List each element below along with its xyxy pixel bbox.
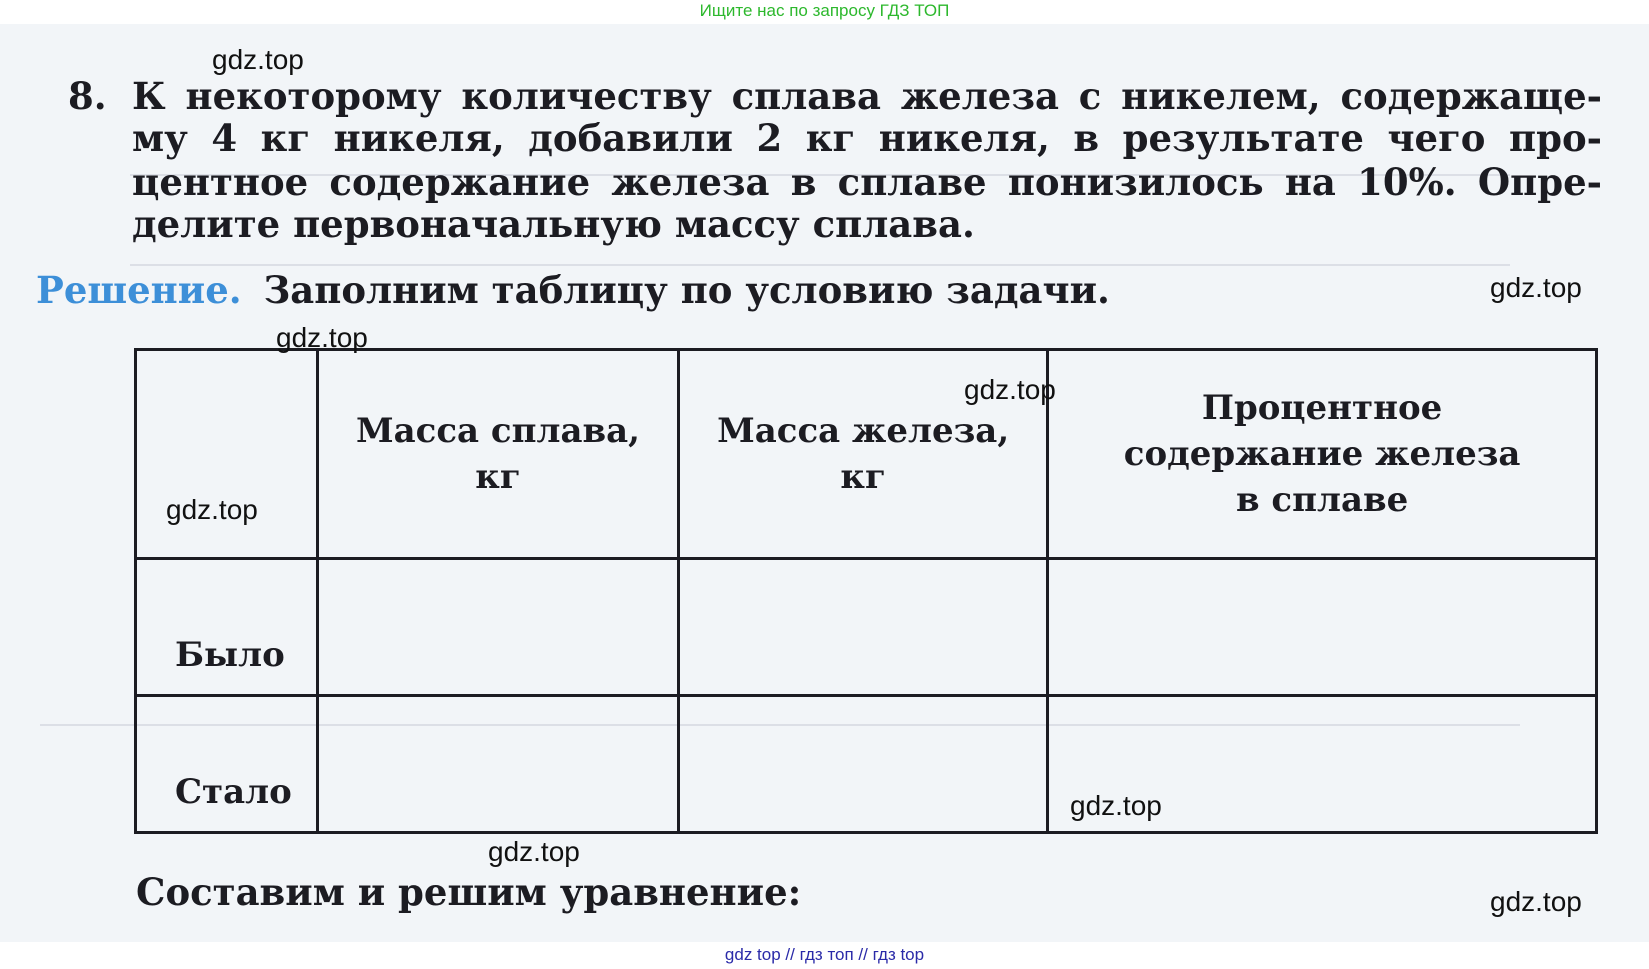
row-label-before: Было bbox=[136, 559, 318, 696]
watermark: gdz.top bbox=[1490, 272, 1582, 303]
watermark: gdz.top bbox=[212, 44, 304, 75]
problem-line: центное содержание железа в сплаве понизилось на 10%. Опре- bbox=[132, 160, 1602, 204]
solution-intro bbox=[36, 268, 1110, 312]
row-label-after: Стало bbox=[136, 696, 318, 833]
header-line: содержание железа bbox=[1123, 434, 1521, 474]
problem-line: му 4 кг никеля, добавили 2 кг никеля, в результате чего про- bbox=[132, 116, 1602, 160]
problem-line: К некоторому количеству сплава железа с никелем, содержаще- bbox=[132, 74, 1602, 118]
watermark: gdz.top bbox=[488, 836, 580, 867]
watermark: gdz.top bbox=[1070, 790, 1162, 821]
header-cell-empty bbox=[136, 350, 318, 559]
table-header-row bbox=[136, 350, 1597, 559]
table-cell bbox=[1048, 559, 1597, 696]
bleed-through-line bbox=[130, 264, 1510, 266]
watermark: gdz.top bbox=[1490, 886, 1582, 917]
table-cell bbox=[317, 559, 678, 696]
problem-line: делите первоначальную массу сплава. bbox=[132, 202, 975, 246]
header-cell-alloy-mass bbox=[317, 350, 678, 559]
table-cell bbox=[679, 559, 1048, 696]
header-cell-iron-percent bbox=[1048, 350, 1597, 559]
top-banner[interactable]: Ищите нас по запросу ГДЗ ТОП bbox=[699, 1, 950, 20]
header-line: кг bbox=[475, 457, 521, 497]
header-line: Масса сплава, bbox=[355, 411, 640, 451]
table-cell bbox=[317, 696, 678, 833]
solution-label: Решение. bbox=[36, 268, 242, 312]
table-cell bbox=[679, 696, 1048, 833]
header-line: кг bbox=[840, 457, 886, 497]
watermark: gdz.top bbox=[276, 322, 368, 353]
header-line: в сплаве bbox=[1235, 480, 1409, 520]
problem-number: 8. bbox=[68, 74, 107, 118]
header-line: Процентное bbox=[1201, 388, 1443, 428]
condition-table bbox=[134, 348, 1598, 834]
table-row bbox=[136, 559, 1597, 696]
watermark: gdz.top bbox=[166, 494, 258, 525]
watermark: gdz.top bbox=[964, 374, 1056, 405]
bottom-banner[interactable]: gdz top // гдз топ // гдз top bbox=[724, 945, 925, 964]
table-row bbox=[136, 696, 1597, 833]
equation-prompt: Составим и решим уравнение: bbox=[136, 870, 802, 914]
solution-text: Заполним таблицу по условию задачи. bbox=[263, 268, 1110, 312]
header-line: Масса железа, bbox=[717, 411, 1010, 451]
